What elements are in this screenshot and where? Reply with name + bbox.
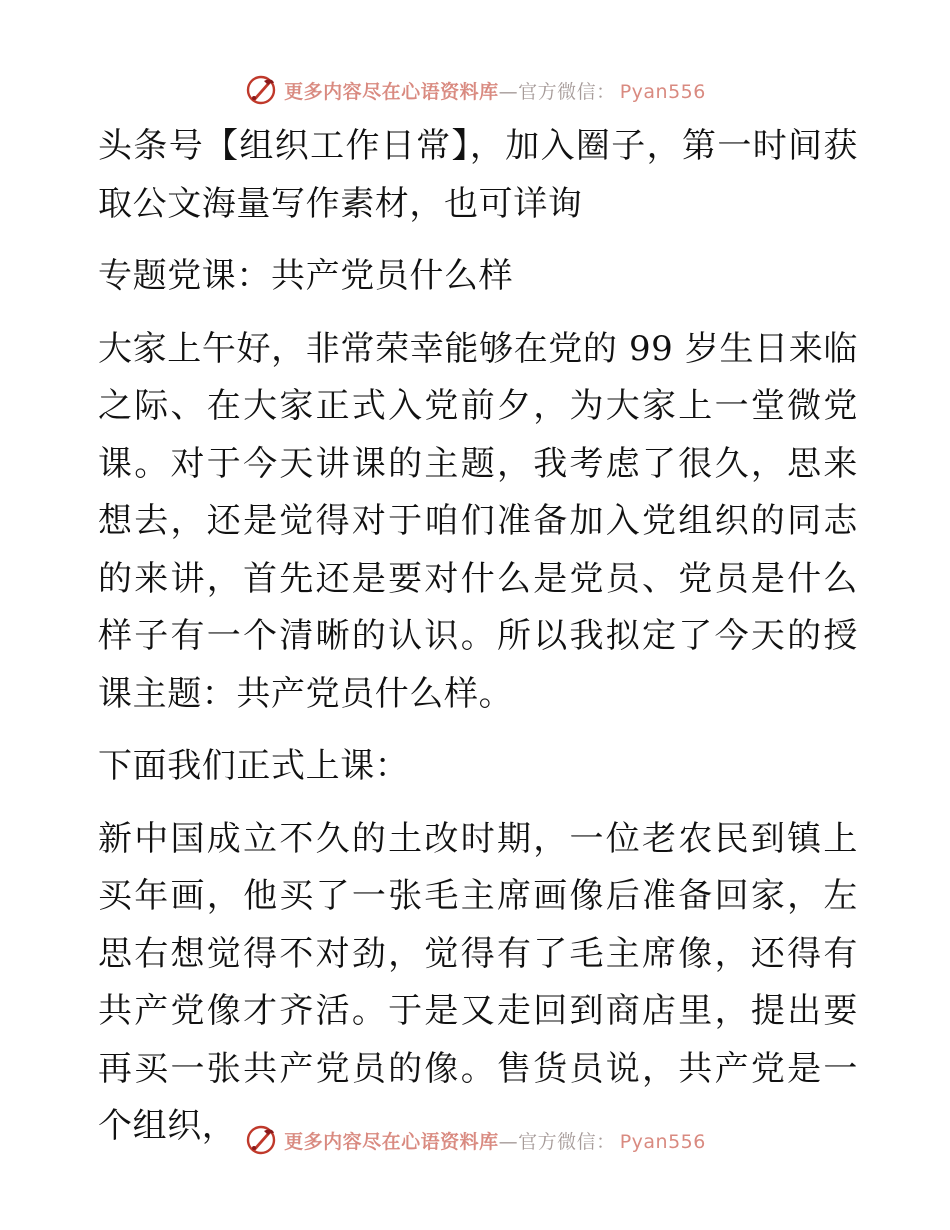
- header-watermark: [0, 70, 950, 110]
- watermark-main: 更多内容尽在心语资料库: [284, 1130, 499, 1153]
- quill-logo-icon: [244, 1123, 278, 1157]
- watermark-account: Pyan556: [619, 1130, 706, 1153]
- watermark-label: 官方微信：: [518, 80, 616, 103]
- paragraph-start-class: 下面我们正式上课：: [98, 746, 410, 786]
- watermark-text: [284, 1127, 706, 1154]
- watermark-dash: —: [498, 80, 519, 103]
- paragraph-title: 专题党课：共产党员什么样: [98, 256, 514, 296]
- watermark-dash: —: [498, 1130, 519, 1153]
- watermark-label: 官方微信：: [518, 1130, 616, 1153]
- watermark-account: Pyan556: [619, 80, 706, 103]
- paragraph-story: 新中国成立不久的土改时期，一位老农民到镇上买年画，他买了一张毛主席画像后准备回家，左思右想觉得不对劲，觉得有了毛主席像，还得有共产党像才齐活。于是又走回到商店里，提出要再买一张共产党员的像。售货员说，共产党是一个组织，: [98, 818, 858, 1146]
- quill-logo-icon: [244, 73, 278, 107]
- watermark-main: 更多内容尽在心语资料库: [284, 80, 499, 103]
- paragraph-greeting: 大家上午好，非常荣幸能够在党的 99 岁生日来临之际、在大家正式入党前夕，为大家上一堂微党课。对于今天讲课的主题，我考虑了很久，思来想去，还是觉得对于咱们准备加入党组织的同志的来讲，首先还是要对什么是党员、党员是什么样子有一个清晰的认识。所以我拟定了今天的授课主题：共产党员什么样。: [98, 328, 858, 714]
- footer-watermark: [0, 1120, 950, 1160]
- document-body: [98, 118, 858, 1171]
- paragraph-intro: 头条号【组织工作日常】，加入圈子，第一时间获取公文海量写作素材，也可详询: [98, 126, 858, 224]
- watermark-text: [284, 77, 706, 104]
